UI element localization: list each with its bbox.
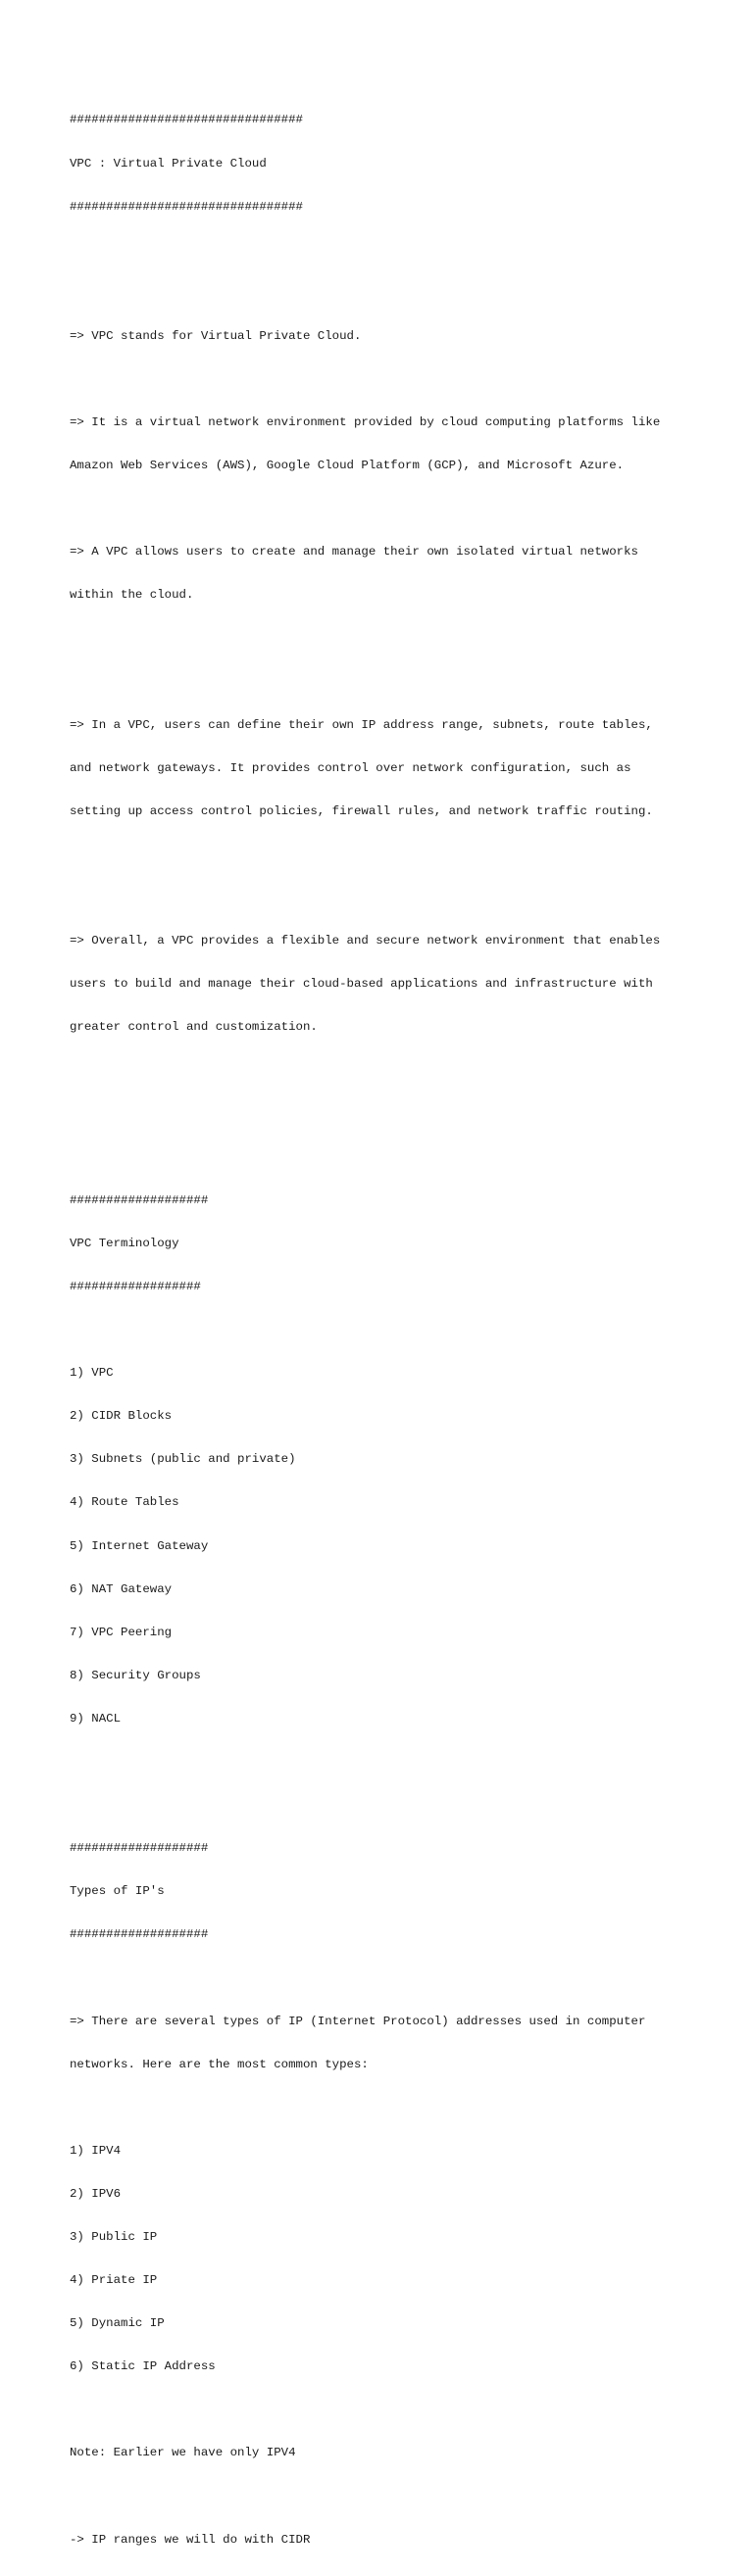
terminology-heading-title: VPC Terminology — [70, 1236, 179, 1250]
terminology-heading-rule-bottom: ################## — [70, 1279, 201, 1293]
vpc-paragraph-4-line-3: setting up access control policies, firewall rules, and network traffic routing. — [70, 803, 653, 818]
ip-types-list-item: 4) Priate IP — [70, 2273, 158, 2288]
blank-line — [70, 891, 717, 905]
blank-line — [70, 1107, 717, 1122]
blank-line — [70, 286, 717, 301]
blank-line — [70, 848, 717, 862]
ip-types-heading-rule-top: ################### — [70, 1841, 209, 1856]
ip-types-list-item: 2) IPV6 — [70, 2186, 122, 2201]
ip-types-note: Note: Earlier we have only IPV4 — [70, 2446, 296, 2460]
terminology-list-item: 4) Route Tables — [70, 1495, 179, 1510]
blank-line — [70, 1063, 717, 1078]
blank-line — [70, 1323, 717, 1337]
terminology-heading-rule-top: ################### — [70, 1192, 209, 1207]
vpc-paragraph-1: => VPC stands for Virtual Private Cloud. — [70, 328, 362, 343]
ip-types-cidr-line: -> IP ranges we will do with CIDR — [70, 2532, 311, 2547]
vpc-paragraph-5-line-2: users to build and manage their cloud-based applications and infrastructure with — [70, 977, 653, 992]
blank-line — [70, 1970, 717, 1985]
terminology-list-item: 6) NAT Gateway — [70, 1581, 173, 1596]
ip-types-list-item: 5) Dynamic IP — [70, 2316, 165, 2331]
vpc-paragraph-5-line-3: greater control and customization. — [70, 1020, 318, 1035]
vpc-heading-title: VPC : Virtual Private Cloud — [70, 156, 267, 170]
ip-types-intro-line-2: networks. Here are the most common types: — [70, 2057, 369, 2071]
vpc-paragraph-3-line-1: => A VPC allows users to create and manage their own isolated virtual networks — [70, 545, 638, 559]
vpc-paragraph-5-line-1: => Overall, a VPC provides a flexible and secure network environment that enables — [70, 934, 661, 948]
ip-types-heading-title: Types of IP's — [70, 1884, 165, 1899]
blank-line — [70, 1798, 717, 1813]
document-text — [70, 84, 717, 2576]
blank-line — [70, 2101, 717, 2115]
ip-types-list-item: 1) IPV4 — [70, 2143, 122, 2158]
blank-line — [70, 2403, 717, 2417]
ip-types-intro-line-1: => There are several types of IP (Internet Protocol) addresses used in computer — [70, 2014, 646, 2028]
vpc-paragraph-4-line-1: => In a VPC, users can define their own IP address range, subnets, route tables, — [70, 717, 653, 732]
blank-line — [70, 372, 717, 387]
blank-line — [70, 675, 717, 690]
ip-types-list-item: 3) Public IP — [70, 2230, 158, 2244]
ip-types-list-item: 6) Static IP Address — [70, 2359, 216, 2374]
vpc-paragraph-2-line-2: Amazon Web Services (AWS), Google Cloud Platform (GCP), and Microsoft Azure. — [70, 459, 625, 473]
terminology-list-item: 5) Internet Gateway — [70, 1538, 209, 1553]
terminology-list-item: 2) CIDR Blocks — [70, 1409, 173, 1424]
ip-types-heading-rule-bottom: ################### — [70, 1927, 209, 1942]
terminology-list-item: 3) Subnets (public and private) — [70, 1452, 296, 1467]
vpc-paragraph-3-line-2: within the cloud. — [70, 588, 194, 603]
blank-line — [70, 243, 717, 258]
blank-line — [70, 502, 717, 516]
vpc-paragraph-2-line-1: => It is a virtual network environment provided by cloud computing platforms like — [70, 415, 661, 430]
terminology-list-item: 9) NACL — [70, 1711, 122, 1725]
blank-line — [70, 1755, 717, 1770]
vpc-paragraph-4-line-2: and network gateways. It provides control over network configuration, such as — [70, 760, 631, 775]
blank-line — [70, 2490, 717, 2504]
terminology-list-item: 8) Security Groups — [70, 1668, 201, 1682]
terminology-list-item: 7) VPC Peering — [70, 1625, 173, 1639]
blank-line — [70, 632, 717, 647]
blank-line — [70, 1150, 717, 1165]
vpc-heading-rule-top: ################################ — [70, 113, 303, 127]
terminology-list-item: 1) VPC — [70, 1366, 114, 1381]
vpc-heading-rule-bottom: ################################ — [70, 199, 303, 214]
